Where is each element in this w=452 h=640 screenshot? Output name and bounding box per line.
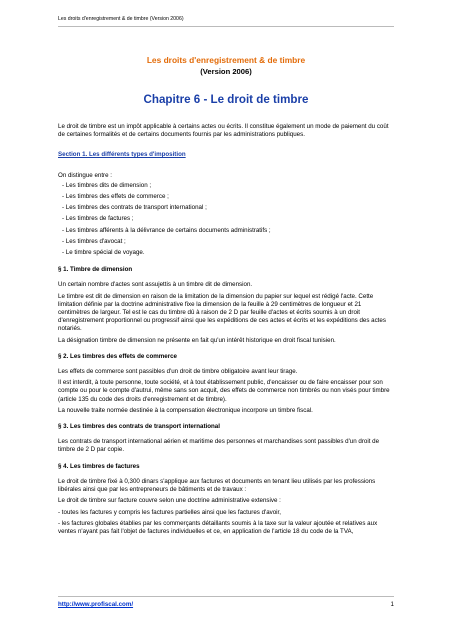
page-number: 1 — [390, 601, 394, 608]
list-item: - Le timbre spécial de voyage. — [62, 249, 145, 257]
subsection-4-paragraph: - toutes les factures y compris les factures partielles ainsi que les factures d'avoir, — [58, 508, 281, 516]
footer-link[interactable]: http://www.profiscal.com/ — [58, 601, 134, 608]
list-item: - Les timbres dits de dimension ; — [62, 181, 152, 189]
section-1-lead: On distingue entre : — [58, 171, 113, 179]
subsection-1-paragraph: Un certain nombre d'actes sont assujettis à un timbre dit de dimension. — [58, 281, 253, 289]
subsection-4-paragraph: Le droit de timbre sur facture couvre selon une doctrine administrative extensive : — [58, 497, 281, 505]
subsection-3-heading: § 3. Les timbres des contrats de transport international — [58, 423, 220, 431]
subsection-3-paragraph: Les contrats de transport international aérien et maritime des personnes et marchandises sont passibles d'un droit de timbre de 2 D par copie. — [58, 438, 380, 454]
subsection-1-paragraph: La désignation timbre de dimension ne présente en fait qu'un intérêt historique en droit fiscal tunisien. — [58, 336, 336, 344]
header-divider — [58, 26, 394, 27]
list-item: - Les timbres afférents à la délivrance de certains documents administratifs ; — [62, 226, 271, 234]
imposition-types-list — [58, 180, 394, 258]
list-item: - Les timbres des effets de commerce ; — [62, 193, 169, 201]
intro-paragraph: Le droit de timbre est un impôt applicable à certains actes ou écrits. Il constitue également un mode de paiement du coût de certaines formalités et de certains documents fournis par les administrations publiques. — [58, 123, 389, 139]
subsection-4-paragraph: Le droit de timbre fixé à 0,300 dinars s'applique aux factures et documents en tenant lieu utilisés par les professions libérales ainsi que par les entrepreneurs de bâtiments et de travaux : — [58, 477, 376, 494]
subsection-4-paragraph: - les factures globales établies par les commerçants détaillants soumis à la taxe sur la valeur ajoutée et relatives aux ventes n'ayant pas fait l'objet de factures individuelles et ce, en application de l'article 18 du code de la TVA, — [58, 519, 378, 535]
document-body — [58, 55, 394, 536]
chapter-title: Chapitre 6 - Le droit de timbre — [143, 93, 309, 106]
subsection-2-paragraph: Il est interdit, à toute personne, toute société, et à tout établissement public, d'encaisser ou de faire encaisser pour son compte ou pour le compte d'autrui, même sans son acquit, des effets de commerce non timbrés ou non visés pour timbre (article 135 du code des droits d'enregistrement et de timbre). — [58, 379, 390, 403]
subsection-4-heading: § 4. Les timbres de factures — [58, 462, 140, 470]
list-item: - Les timbres de factures ; — [62, 215, 134, 223]
list-item: - Les timbres des contrats de transport international ; — [62, 204, 207, 212]
running-header: Les droits d'enregistrement & de timbre (Version 2006) — [58, 16, 184, 22]
section-1-heading[interactable]: Section 1. Les différents types d'imposition — [58, 151, 186, 159]
list-item: - Les timbres d'avocat ; — [62, 237, 126, 245]
subsection-1-heading: § 1. Timbre de dimension — [58, 266, 133, 274]
subsection-2-paragraph: La nouvelle traite normée destinée à la compensation électronique incorpore un timbre fiscal. — [58, 406, 313, 414]
document-title: Les droits d'enregistrement & de timbre — [146, 55, 306, 65]
subsection-2-paragraph: Les effets de commerce sont passibles d'un droit de timbre obligatoire avant leur tirage. — [58, 368, 298, 376]
subsection-1-paragraph: Le timbre est dit de dimension en raison de la limitation de la dimension du papier sur lequel est rédigé l'acte. Cette limitation définie par la doctrine administrative fixe la dimension de la feuille à 29 centimètres de longueur et 21 centimètres de largeur. Tel est le cas du timbre dû à raison de 2 D par feuille d'actes et écrits soumis à un droit d'enregistrement proportionnel ou progressif ainsi que les expéditions de ces actes et écrits et les expéditions des actes notariés. — [58, 292, 386, 333]
subsection-2-heading: § 2. Les timbres des effets de commerce — [58, 352, 177, 360]
document-version: (Version 2006) — [200, 67, 252, 76]
footer-divider — [58, 596, 394, 597]
